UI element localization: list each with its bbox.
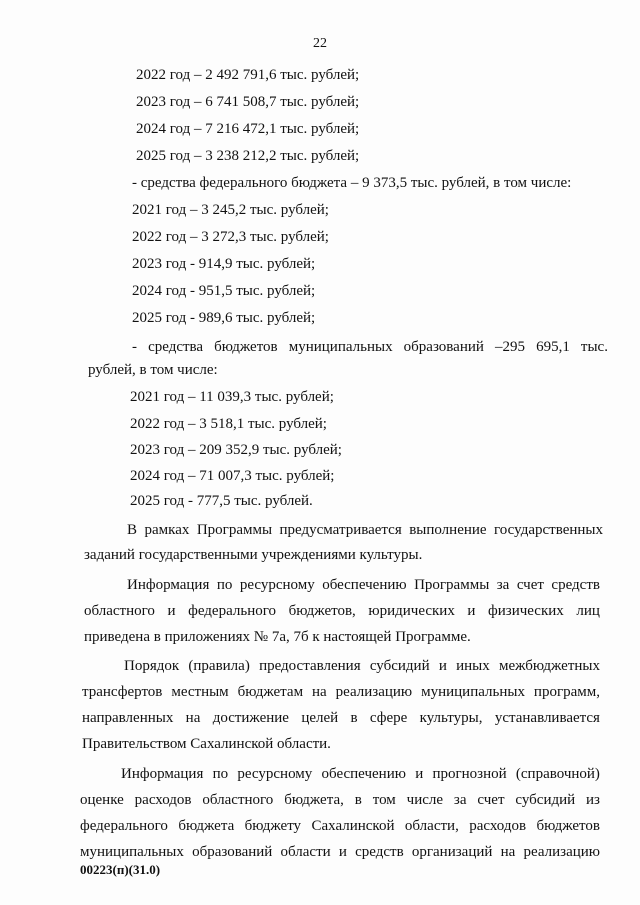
paragraph-4-line-1: Информация по ресурсному обеспечению и прогнозной (справочной) bbox=[121, 766, 600, 782]
paragraph-1-line-2: заданий государственными учреждениями культуры. bbox=[84, 547, 423, 563]
paragraph-4-line-4: муниципальных образований области и средств организаций на реализацию bbox=[80, 844, 600, 860]
municipal-year-2024: 2024 год – 71 007,3 тыс. рублей; bbox=[130, 468, 335, 484]
paragraph-3-line-3: направленных на достижение целей в сфере культуры, устанавливается bbox=[82, 710, 600, 726]
page-number: 22 bbox=[313, 36, 327, 51]
paragraph-3-line-2: трансфертов местным бюджетам на реализацию муниципальных программ, bbox=[82, 684, 600, 700]
municipal-heading-line2: рублей, в том числе: bbox=[88, 362, 218, 378]
federal-year-2023: 2023 год - 914,9 тыс. рублей; bbox=[132, 256, 316, 272]
regional-year-2025: 2025 год – 3 238 212,2 тыс. рублей; bbox=[136, 148, 360, 164]
footer-document-code: 00223(п)(31.0) bbox=[80, 862, 161, 877]
federal-year-2022: 2022 год – 3 272,3 тыс. рублей; bbox=[132, 229, 329, 245]
federal-heading: - средства федерального бюджета – 9 373,5 тыс. рублей, в том числе: bbox=[132, 175, 572, 191]
federal-year-2024: 2024 год - 951,5 тыс. рублей; bbox=[132, 283, 316, 299]
paragraph-4-line-2: оценке расходов областного бюджета, в том числе за счет субсидий из bbox=[80, 792, 600, 808]
regional-year-2023: 2023 год – 6 741 508,7 тыс. рублей; bbox=[136, 94, 360, 110]
paragraph-3-line-4: Правительством Сахалинской области. bbox=[82, 736, 331, 752]
paragraph-2-line-2: областного и федерального бюджетов, юридических и физических лиц bbox=[84, 603, 600, 619]
paragraph-1-line-1: В рамках Программы предусматривается выполнение государственных bbox=[127, 522, 603, 538]
regional-year-2022: 2022 год – 2 492 791,6 тыс. рублей; bbox=[136, 67, 360, 83]
paragraph-2-line-1: Информация по ресурсному обеспечению Программы за счет средств bbox=[127, 577, 600, 593]
regional-year-2024: 2024 год – 7 216 472,1 тыс. рублей; bbox=[136, 121, 360, 137]
municipal-heading-line1: - средства бюджетов муниципальных образований –295 695,1 тыс. bbox=[132, 339, 608, 355]
paragraph-2-line-3: приведена в приложениях № 7а, 7б к настоящей Программе. bbox=[84, 629, 471, 645]
federal-year-2021: 2021 год – 3 245,2 тыс. рублей; bbox=[132, 202, 329, 218]
municipal-year-2021: 2021 год – 11 039,3 тыс. рублей; bbox=[130, 389, 334, 405]
paragraph-4-line-3: федерального бюджета бюджету Сахалинской области, расходов бюджетов bbox=[80, 818, 600, 834]
municipal-year-2023: 2023 год – 209 352,9 тыс. рублей; bbox=[130, 442, 342, 458]
paragraph-3-line-1: Порядок (правила) предоставления субсидий и иных межбюджетных bbox=[124, 658, 600, 674]
municipal-year-2025: 2025 год - 777,5 тыс. рублей. bbox=[130, 493, 313, 509]
federal-year-2025: 2025 год - 989,6 тыс. рублей; bbox=[132, 310, 316, 326]
municipal-year-2022: 2022 год – 3 518,1 тыс. рублей; bbox=[130, 416, 327, 432]
